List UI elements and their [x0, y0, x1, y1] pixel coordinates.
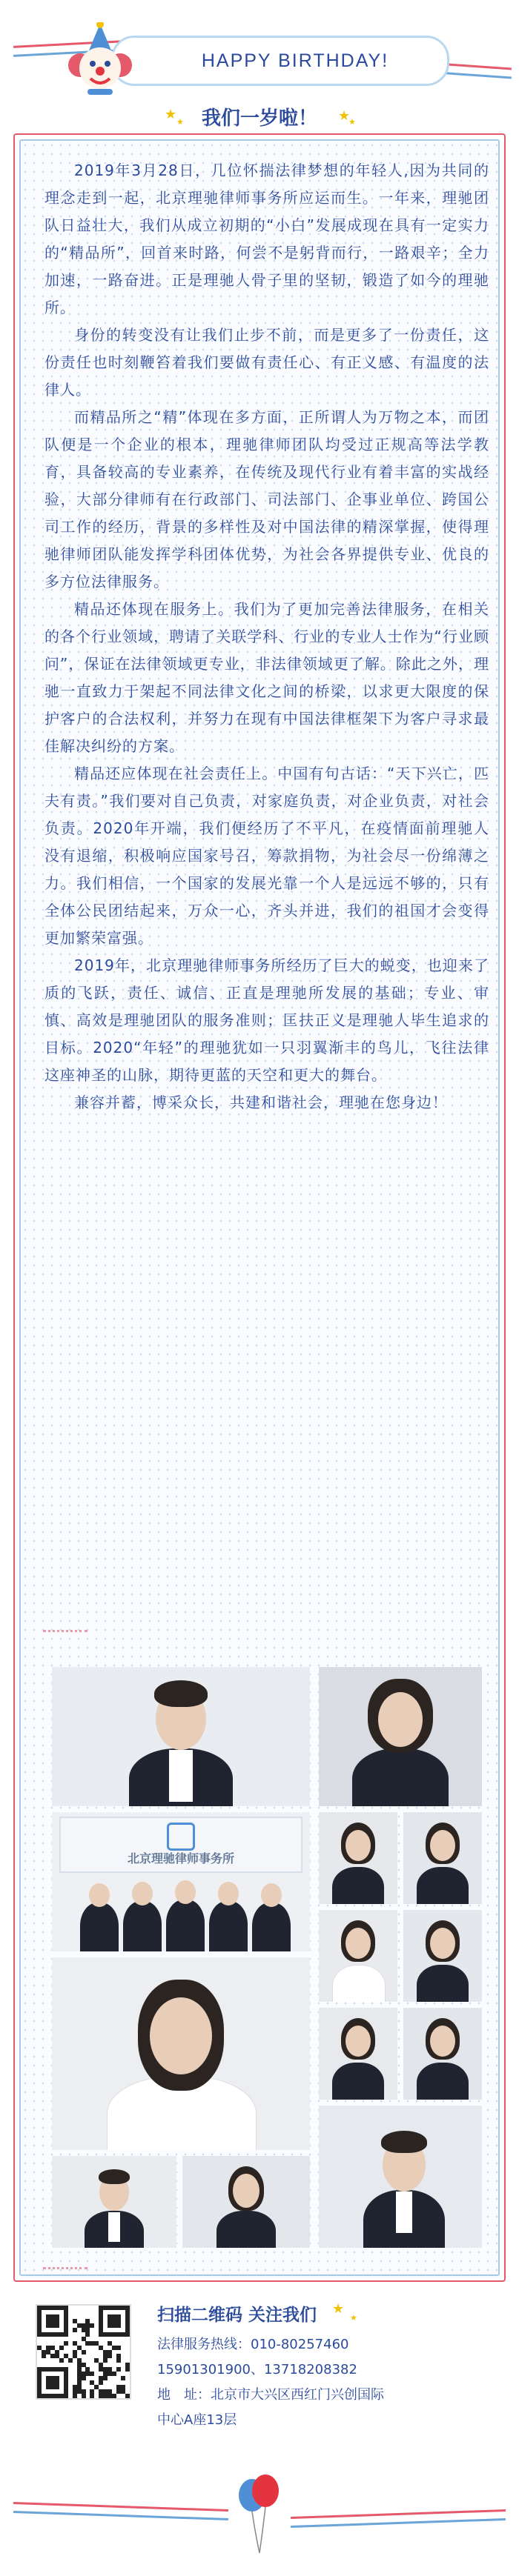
- footer: [0, 2282, 519, 2576]
- hotline-text: 法律服务热线：010-80257460: [157, 2337, 349, 2352]
- star-icon: ★: [165, 107, 177, 122]
- star-icon: ★: [332, 2301, 345, 2317]
- qr-module: [125, 2394, 130, 2398]
- qr-module: [90, 2372, 94, 2376]
- birthday-banner: [111, 36, 449, 86]
- lawyer-portrait-photo: [403, 1812, 482, 1904]
- dotted-divider: [43, 1630, 87, 1632]
- ribbon-decoration: [291, 2518, 506, 2528]
- qr-module: [59, 2346, 64, 2350]
- ribbon-decoration: [291, 2509, 506, 2519]
- qr-module: [125, 2367, 130, 2372]
- qr-module: [68, 2358, 73, 2363]
- qr-module: [55, 2323, 59, 2328]
- qr-module: [55, 2385, 59, 2389]
- firm-logo-wall: [59, 1817, 303, 1873]
- qr-module: [73, 2394, 77, 2398]
- article-paragraph: 精品还应体现在社会责任上。中国有句古话：“天下兴亡，匹夫有责。”我们要对自己负责，对家庭负责，对企业负责，对社会负责。2020年开端，我们便经历了不平凡，在疫情面前理驰人没有退缩，积极响应国家号召，筹款捐物，为社会尽一份绵薄之力。我们相信，一个国家的发展光靠一个人是远远不够的，只有全体公民团结起来，万众一心，齐头并进，我们的祖国才会变得更加繁荣富强。: [44, 765, 489, 947]
- article-paragraph: 身份的转变没有让我们止步不前，而是更多了一份责任，这份责任也时刻鞭笞着我们要做有责任心、有正义感、有温度的法律人。: [44, 326, 489, 399]
- phone-numbers-text: 15901301900、13718208382: [157, 2362, 357, 2377]
- lawyer-portrait-photo: [319, 2106, 482, 2248]
- article-paragraph: 而精品所之“精”体现在多方面，正所谓人为万物之本，而团队便是一个企业的根本，理驰律师团队均受过正规高等法学教育，具备较高的专业素养，在传统及现代行业有着丰富的实战经验，大部分律师有在行政部门、司法部门、企事业单位、跨国公司工作的经历，背景的多样性及对中国法律的精深掌握，使得理驰律师团队能发挥学科团体优势，为社会各界提供专业、优良的多方位法律服务。: [44, 408, 489, 590]
- subtitle-row: [0, 104, 519, 133]
- article-body: [44, 157, 489, 1116]
- qr-module: [112, 2372, 116, 2376]
- qr-module: [90, 2323, 94, 2328]
- qr-module: [103, 2376, 108, 2380]
- qr-module: [82, 2350, 86, 2354]
- qr-module: [125, 2332, 130, 2337]
- article-card: [13, 133, 506, 2282]
- qr-module: [116, 2358, 121, 2363]
- qr-module: [64, 2394, 68, 2398]
- qr-module: [116, 2323, 121, 2328]
- qr-module: [121, 2376, 125, 2380]
- lawyer-portrait-photo: [52, 2156, 176, 2248]
- qr-module: [116, 2367, 121, 2372]
- lawyer-portrait-photo: [319, 1667, 482, 1806]
- article-paragraph: 2019年3月28日，几位怀揣法律梦想的年轻人,因为共同的理念走到一起，北京理驰律师事务所应运而生。一年来，理驰团队日益壮大，我们从成立初期的“小白”发展成现在具有一定实力的“精品所”，回首来时路，何尝不是躬背而行，一路艰辛；全力加速，一路奋进。正是理驰人骨子里的坚韧，锻造了如今的理驰所。: [44, 162, 489, 316]
- banner-title: HAPPY BIRTHDAY!: [201, 50, 389, 71]
- article-card-inner: [19, 139, 500, 2276]
- qr-module: [99, 2380, 103, 2385]
- qr-module: [90, 2394, 94, 2398]
- article-paragraph: 2019年，北京理驰律师事务所经历了巨大的蜕变，也迎来了质的飞跃，责任、诚信、正直是理驰所发展的基础；专业、审慎、高效是理驰团队的服务准则；匡扶正义是理驰人毕生追求的目标。2020“年轻”的理驰犹如一只羽翼渐丰的鸟儿，飞往法律这座神圣的山脉，期待更蓝的天空和更大的舞台。: [44, 956, 489, 1084]
- lawyer-portrait-photo: [52, 1667, 310, 1806]
- firm-logo-icon: [167, 1823, 195, 1851]
- article-paragraph: 兼容并蓄，博采众长，共建和谐社会，理驰在您身边！: [74, 1094, 448, 1111]
- lawyer-portrait-photo: [403, 2008, 482, 2100]
- lawyer-portrait-photo: [52, 1957, 310, 2150]
- qr-module: [64, 2332, 68, 2337]
- address-text-continued: 中心A座13层: [157, 2412, 237, 2428]
- qr-code[interactable]: [36, 2304, 131, 2400]
- ribbon-decoration: [13, 2502, 228, 2512]
- qr-module: [64, 2341, 68, 2346]
- qr-module: [85, 2332, 90, 2337]
- lawyer-portrait-photo: [182, 2156, 310, 2248]
- lawyer-portrait-photo: [319, 1812, 397, 1904]
- lawyer-portrait-photo: [403, 1910, 482, 2002]
- star-icon: ★: [176, 117, 184, 127]
- qr-module: [42, 2354, 46, 2358]
- lawyer-portrait-photo: [319, 2008, 397, 2100]
- star-icon: ★: [348, 117, 356, 127]
- star-icon: ★: [338, 108, 351, 124]
- address-text: 地 址：北京市大兴区西红门兴创国际: [157, 2387, 384, 2403]
- logo-wall-text: 北京理驰律师事务所: [127, 1853, 234, 1866]
- qr-module: [82, 2394, 86, 2398]
- qr-module: [112, 2394, 116, 2398]
- lawyer-portrait-photo: [319, 1910, 397, 2002]
- qr-module: [82, 2376, 86, 2380]
- qr-module: [103, 2358, 108, 2363]
- article-paragraph: 精品还体现在服务上。我们为了更加完善法律服务，在相关的各个行业领域，聘请了关联学科、行业的专业人士作为“行业顾问”，保证在法律领域更专业，非法律领域更了解。除此之外，理驰一直致力于架起不同法律文化之间的桥梁，以求更大限度的保护客户的合法权利，并努力在现有中国法律框架下为客户寻求最佳解决纠纷的方案。: [44, 600, 489, 755]
- balloon-icon: [236, 2473, 283, 2555]
- header: [0, 0, 519, 104]
- dotted-divider: [43, 2267, 87, 2269]
- page-subtitle: 我们一岁啦！: [201, 107, 317, 130]
- clown-icon: [59, 22, 141, 104]
- qr-module: [108, 2354, 112, 2358]
- ribbon-decoration: [437, 72, 512, 79]
- ribbon-decoration: [13, 2511, 228, 2520]
- qr-title: 扫描二维码 关注我们: [157, 2306, 317, 2325]
- qr-module: [73, 2328, 77, 2332]
- star-icon: ★: [350, 2313, 357, 2323]
- qr-module: [116, 2346, 121, 2350]
- team-group-photo: [52, 1812, 310, 1951]
- qr-module: [59, 2358, 64, 2363]
